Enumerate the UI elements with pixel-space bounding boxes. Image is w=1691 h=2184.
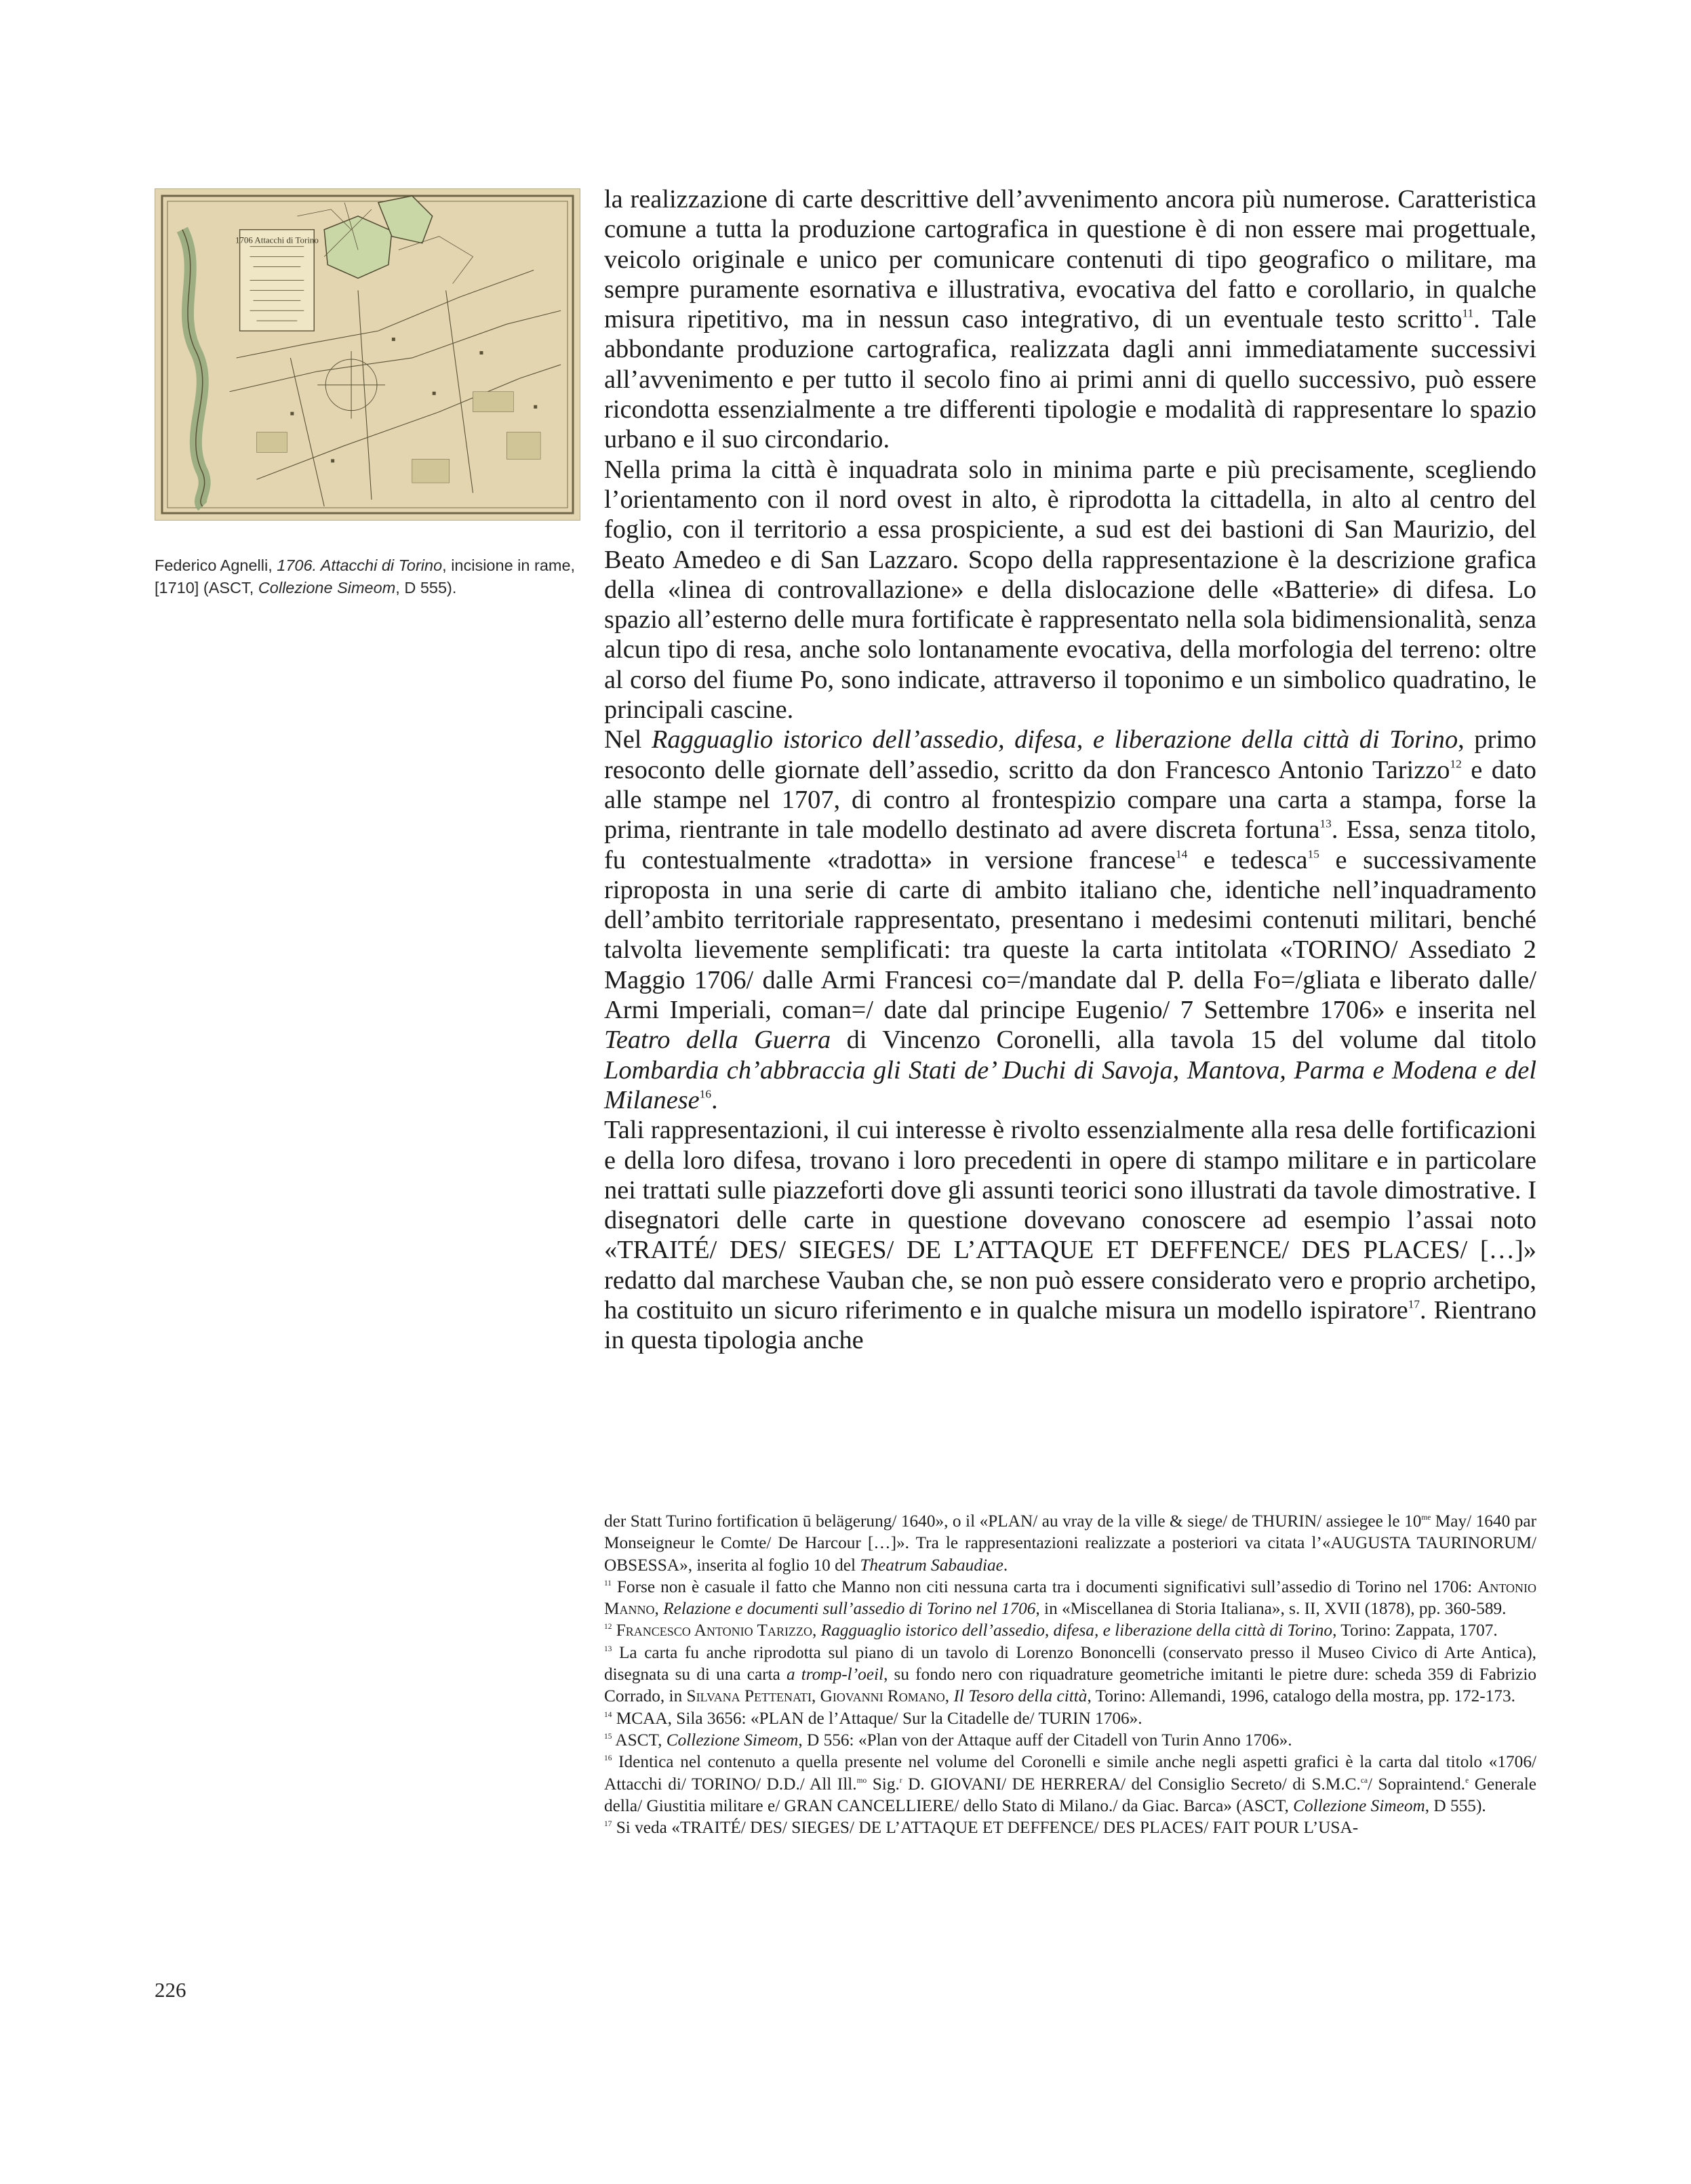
- note-ref-17: 17: [1408, 1297, 1420, 1311]
- p3-text-e: e tedesca: [1187, 845, 1308, 874]
- p3-text-h: .: [711, 1085, 718, 1114]
- footnote-17: [604, 1817, 1536, 1838]
- p3-lombardia-title: Lombardia ch’abbraccia gli Stati de’ Duchi di Savoja, Mantova, Parma e Modena e del Milanese: [604, 1055, 1536, 1114]
- fn11-author: Antonio Manno: [604, 1577, 1536, 1619]
- fn15-text-a: ASCT,: [612, 1730, 667, 1750]
- footnote-11: [604, 1576, 1536, 1620]
- fn16-sup-ca: ca: [1360, 1776, 1368, 1785]
- footnote-continuation: [604, 1510, 1536, 1576]
- p3-text-c: e dato alle stampe nel 1707, di contro al frontespizio compare una carta a stampa, forse la prima, rientrante in tale modello destinato ad avere discreta fortuna: [604, 755, 1536, 845]
- footnotes: [604, 1510, 1536, 1838]
- fn17-number: 17: [604, 1819, 612, 1828]
- fn16-collection: Collezione Simeom: [1293, 1796, 1425, 1815]
- footnote-13: [604, 1642, 1536, 1707]
- fn16-text-f: , D 555).: [1425, 1796, 1486, 1815]
- figure-caption: [155, 554, 589, 599]
- caption-title: 1706. Attacchi di Torino: [277, 557, 443, 574]
- fn13-number: 13: [604, 1644, 612, 1653]
- fn11-number: 11: [604, 1579, 612, 1588]
- fn16-text-a: Identica nel contenuto a quella presente nel volume del Coronelli e simile anche negli aspetti grafici è la carta dal titolo «1706/ Attacchi di/ TORINO/ D.D./ All Ill.: [604, 1752, 1536, 1794]
- fn13-text-c: ,: [944, 1686, 954, 1706]
- p3-text-a: Nel: [604, 725, 652, 754]
- fn17-text: Si veda «TRAITÉ/ DES/ SIEGES/ DE L’ATTAQUE ET DEFFENCE/ DES PLACES/ FAIT POUR L’USA-: [612, 1818, 1359, 1838]
- paragraph-3: [604, 725, 1536, 1115]
- map-engraving: [155, 189, 580, 520]
- page-number: 226: [155, 1978, 186, 2002]
- fn-cont-b: May/ 1640 par Monseigneur le Comte/ De Harcour […]». Tra le rappresentazioni realizzate a posteriori va citata l’«AUGUSTA TAURINORUM/ OBSESSA», inserita al foglio 10 del: [604, 1512, 1537, 1575]
- note-ref-15: 15: [1307, 847, 1319, 860]
- fn16-number: 16: [604, 1754, 612, 1763]
- fn12-number: 12: [604, 1623, 612, 1632]
- fn16-text-c: D. GIOVANI/ DE HERRERA/ del Consiglio Secreto/ di S.M.C.: [902, 1774, 1361, 1794]
- p3-text-f: e successivamente riproposta in una serie di carte di ambito italiano che, identiche nell’inquadramento dell’ambito territoriale rappresentato, presentano i medesimi contenuti militari, benché talvolta lievemente semplificati: tra queste la carta intitolata «TORINO/ Assediato 2 Maggio 1706/ dalle Armi Francesi co=/mandate dal P. della Fo=/gliata e liberato dalle/ Armi Imperiali, coman=/ date dal principe Eugenio/ 7 Settembre 1706» e inserita nel: [604, 845, 1536, 1025]
- fn16-sup-r: r: [899, 1776, 902, 1785]
- note-ref-13: 13: [1319, 817, 1332, 830]
- fn13-text-b: , su fondo nero con riquadrature geometriche imitanti le pietre dure: scheda 359 di Fabrizio Corrado, in: [604, 1665, 1536, 1706]
- fn13-authors: Silvana Pettenati, Giovanni Romano: [686, 1686, 945, 1706]
- caption-part2: , incisione in rame, [1710] (ASCT,: [155, 557, 576, 596]
- fn13-text-a: La carta fu anche riprodotta sul piano di un tavolo di Lorenzo Bononcelli (conservato presso il Museo Civico di Arte Antica), disegnata su di una carta: [604, 1642, 1536, 1684]
- fn16-text-d: / Sopraintend.: [1368, 1774, 1466, 1794]
- caption-author: Federico Agnelli,: [155, 557, 277, 574]
- p4-text-a: Tali rappresentazioni, il cui interesse è rivolto essenzialmente alla resa delle fortificazioni e della loro difesa, trovano i loro precedenti in opere di stampo militare e in particolare nei trattati sulle piazzeforti dove gli assunti teorici sono illustrati da tavole dimostrative. I disegnatori delle carte in questione dovevano conoscere ad esempio l’assai noto «TRAITÉ/ DES/ SIEGES/ DE L’ATTAQUE ET DEFFENCE/ DES PLACES/ […]» redatto dal marchese Vauban che, se non può essere considerato vero e proprio archetipo, ha costituito un sicuro riferimento e in qualche misura un modello ispiratore: [604, 1116, 1536, 1324]
- fn-cont-sup: me: [1421, 1513, 1431, 1522]
- fn-cont-theatrum: Theatrum Sabaudiae: [860, 1555, 1003, 1575]
- note-ref-14: 14: [1176, 847, 1188, 860]
- fn-cont-a: der Statt Turino fortification ū belägerung/ 1640», o il «PLAN/ au vray de la ville & siege/ de THURIN/ assiegee le 10: [604, 1512, 1422, 1531]
- p3-teatro-title: Teatro della Guerra: [604, 1026, 831, 1055]
- fn15-collection: Collezione Simeom: [666, 1730, 799, 1750]
- fn16-sup-mo: mo: [856, 1776, 867, 1785]
- fn12-author: Francesco Antonio Tarizzo: [612, 1621, 812, 1640]
- fn11-text-c: , in «Miscellanea di Storia Italiana», s. II, XVII (1878), pp. 360-589.: [1035, 1599, 1507, 1619]
- fn-cont-c: .: [1003, 1555, 1008, 1575]
- fn16-text-b: Sig.: [867, 1774, 900, 1794]
- footnote-15: [604, 1729, 1536, 1751]
- paragraph-1: [604, 184, 1536, 455]
- note-ref-16: 16: [699, 1087, 711, 1101]
- map-figure: [155, 188, 580, 521]
- fn11-text-b: ,: [654, 1599, 664, 1619]
- fn14-text: MCAA, Sila 3656: «PLAN de l’Attaque/ Sur la Citadelle de/ TURIN 1706».: [612, 1708, 1142, 1728]
- fn15-text-b: , D 556: «Plan von der Attaque auff der Citadell von Turin Anno 1706».: [798, 1730, 1292, 1750]
- p1-text-a: la realizzazione di carte descrittive dell’avvenimento ancora più numerose. Caratteristica comune a tutta la produzione cartografica in questione è di non essere mai progettuale, veicolo originale e unico per comunicare contenuti di tipo geografico o militare, ma sempre puramente esornativa e illustrativa, evocativa del fatto e corollario, in qualche misura ripetitivo, ma in nessun caso integrativo, di un eventuale testo scritto: [604, 185, 1536, 334]
- fn13-text-d: , Torino: Allemandi, 1996, catalogo della mostra, pp. 172-173.: [1087, 1686, 1515, 1706]
- caption-collection: Collezione Simeom: [258, 579, 396, 596]
- fn16-text-e: Generale della/ Giustitia militare e/ GRAN CANCELLIERE/ dello Stato di Milano./ da Giac. Barca» (ASCT,: [604, 1774, 1536, 1815]
- note-ref-12: 12: [1450, 757, 1462, 771]
- p1-text-b: . Tale abbondante produzione cartografica, realizzata dagli anni immediatamente successivi all’avvenimento e per tutto il secolo fino ai primi anni di quello successivo, può essere ricondotta essenzialmente a tre differenti tipologie e modalità di rappresentare lo spazio urbano e il suo circondario.: [604, 305, 1536, 454]
- fn11-text-a: Forse non è casuale il fatto che Manno non citi nessuna carta tra i documenti significativi sull’assedio di Torino nel 1706:: [611, 1577, 1478, 1596]
- main-text: [604, 184, 1536, 1356]
- paragraph-2: Nella prima la città è inquadrata solo in minima parte e più precisamente, scegliendo l’orientamento con il nord ovest in alto, è riprodotta la cittadella, in alto al centro del foglio, con il territorio a essa prospiciente, a sud est dei bastioni di San Maurizio, del Beato Amedeo e di San Lazzaro. Scopo della rappresentazione è la descrizione grafica della «linea di controvallazione» e della dislocazione delle «Batterie» di difesa. Lo spazio all’esterno delle mura fortificate è rappresentato nella sola bidimensionalità, senza alcun tipo di resa, anche solo lontanamente evocativa, della morfologia del terreno: oltre al corso del fiume Po, sono indicate, attraverso il toponimo e un simbolico quadratino, le principali cascine.: [604, 455, 1536, 725]
- fn16-sup-e: e: [1465, 1776, 1469, 1785]
- fn12-text-c: , Torino: Zappata, 1707.: [1332, 1621, 1498, 1640]
- fn13-title: Il Tesoro della città: [953, 1686, 1088, 1706]
- p4-text-b: . Rientrano in questa tipologia anche: [604, 1295, 1537, 1355]
- p3-text-g: di Vincenzo Coronelli, alla tavola 15 del volume dal titolo: [831, 1026, 1536, 1055]
- fn12-title: Ragguaglio istorico dell’assedio, difesa, e liberazione della città di Torino: [820, 1621, 1333, 1640]
- p3-text-d: . Essa, senza titolo, fu contestualmente «tradotta» in versione francese: [604, 815, 1536, 874]
- note-ref-11: 11: [1462, 306, 1474, 320]
- fn12-text-b: ,: [812, 1621, 821, 1640]
- map-title-text: 1706 Attacchi di Torino: [235, 235, 319, 245]
- footnote-16: [604, 1751, 1536, 1817]
- footnote-12: [604, 1619, 1536, 1641]
- footnote-14: [604, 1707, 1536, 1729]
- caption-part3: , D 555).: [395, 579, 457, 596]
- fn14-number: 14: [604, 1710, 612, 1719]
- fn15-number: 15: [604, 1732, 612, 1741]
- fn13-tromp: a tromp-l’oeil: [786, 1665, 884, 1684]
- fn11-title: Relazione e documenti sull’assedio di Torino nel 1706: [663, 1599, 1036, 1619]
- p3-text-b: , primo resoconto delle giornate dell’assedio, scritto da don Francesco Antonio Tarizzo: [604, 725, 1536, 784]
- p3-work-title: Ragguaglio istorico dell’assedio, difesa, e liberazione della città di Torino: [651, 725, 1458, 754]
- paragraph-4: [604, 1115, 1536, 1355]
